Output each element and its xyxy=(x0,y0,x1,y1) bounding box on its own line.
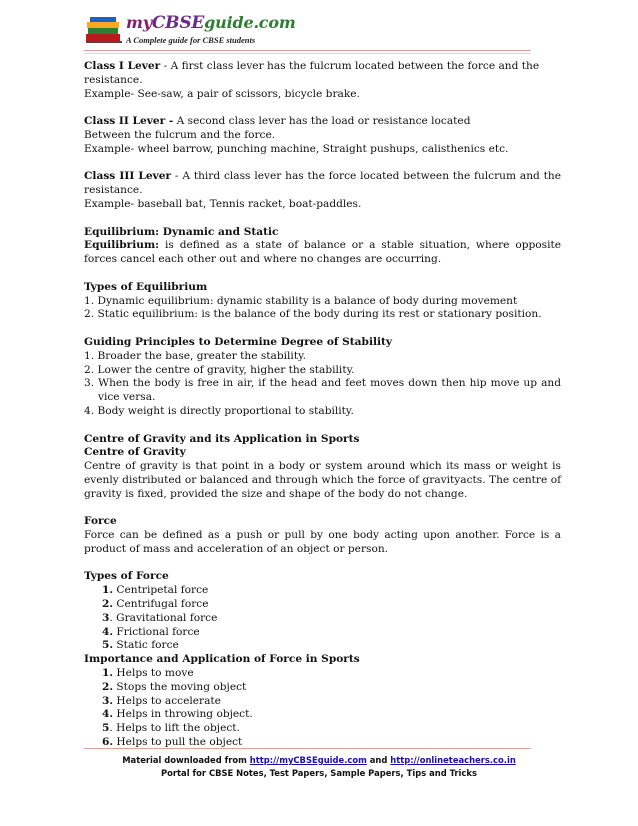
types-force-section xyxy=(84,570,561,653)
list-item xyxy=(84,626,561,640)
list-item: 1. Dynamic equilibrium: dynamic stability is a balance of body during movement xyxy=(84,294,518,307)
force-text: Force can be defined as a push or pull by one body acting upon another. Force is a product of mass and acceleration of an object or person. xyxy=(84,529,561,555)
equilibrium-text: is defined as a state of balance or a stable situation, where opposite forces cancel each other out and where no changes are occurring. xyxy=(84,239,561,266)
force-heading: Force xyxy=(84,515,117,528)
types-force-heading: Types of Force xyxy=(84,570,169,583)
class1-sep: - xyxy=(160,60,171,72)
class3-label: Class III Lever xyxy=(84,170,172,183)
cog-section xyxy=(84,433,561,502)
stability-section xyxy=(84,336,561,419)
item-text: . Helps to lift the object. xyxy=(109,722,240,735)
header-divider-secondary xyxy=(84,53,531,54)
item-text: Helps to move xyxy=(113,667,194,680)
item-text: Helps to pull the object xyxy=(113,736,243,749)
types-equilibrium-heading: Types of Equilibrium xyxy=(84,280,208,293)
item-text: Stops the moving object xyxy=(113,680,247,693)
list-item: 3. When the body is free in air, if the head and feet moves down then hip move up and vice versa. xyxy=(84,377,561,404)
list-item xyxy=(84,708,561,722)
item-text: . Gravitational force xyxy=(109,611,218,624)
class2-line2: Between the fulcrum and the force. xyxy=(84,128,276,141)
class1-text: A first class lever has the fulcrum located between the force and the resistance. xyxy=(84,60,540,86)
document-body xyxy=(84,60,561,750)
footer-divider xyxy=(84,748,531,749)
footer-and: and xyxy=(366,755,391,765)
item-number: 4. xyxy=(102,625,114,638)
logo-tagline: A Complete guide for CBSE students xyxy=(126,35,256,45)
cog-subheading: Centre of Gravity xyxy=(84,446,186,459)
class2-example: Example- wheel barrow, punching machine, Straight pushups, calisthenics etc. xyxy=(84,142,509,155)
class1-paragraph xyxy=(84,60,561,101)
logo-prefix: my xyxy=(126,13,152,32)
list-item xyxy=(84,695,561,709)
list-item: 2. Static equilibrium: is the balance of the body during its rest or stationary position. xyxy=(84,308,542,321)
footer-line-1 xyxy=(84,754,554,767)
item-number: 4. xyxy=(102,708,114,721)
footer-prefix: Material downloaded from xyxy=(122,755,250,765)
list-item xyxy=(84,598,561,612)
item-number: 2. xyxy=(102,680,114,693)
class2-label: Class II Lever - xyxy=(84,115,174,128)
equilibrium-label: Equilibrium: xyxy=(84,239,160,252)
list-item xyxy=(84,639,561,653)
item-text: Helps in throwing object. xyxy=(113,708,253,721)
list-item xyxy=(84,722,561,736)
list-item: 1. Broader the base, greater the stability. xyxy=(84,349,307,362)
class3-example: Example- baseball bat, Tennis racket, boat-paddles. xyxy=(84,197,362,210)
onlineteachers-link[interactable]: http://onlineteachers.co.in xyxy=(390,755,516,765)
item-number: 1. xyxy=(102,584,114,597)
list-item xyxy=(84,681,561,695)
equilibrium-heading: Equilibrium: Dynamic and Static xyxy=(84,225,279,238)
footer-line-2: Portal for CBSE Notes, Test Papers, Sample Papers, Tips and Tricks xyxy=(161,768,477,778)
item-number: 1. xyxy=(102,667,114,680)
force-section xyxy=(84,515,561,556)
item-number: 3 xyxy=(102,611,110,624)
item-text: Centripetal force xyxy=(113,584,209,597)
item-number: 2. xyxy=(102,598,114,611)
logo-brand: CBSE xyxy=(151,13,205,33)
list-item: 2. Lower the centre of gravity, higher the stability. xyxy=(84,363,355,376)
books-stack-icon xyxy=(84,12,124,44)
page-footer xyxy=(84,754,554,780)
mycbseguide-logo[interactable] xyxy=(84,8,296,48)
item-text: Helps to accelerate xyxy=(113,694,221,707)
list-item xyxy=(84,612,561,626)
logo-title xyxy=(126,13,296,33)
list-item: 4. Body weight is directly proportional to stability. xyxy=(84,404,354,417)
stability-heading: Guiding Principles to Determine Degree of Stability xyxy=(84,335,393,348)
item-text: Frictional force xyxy=(113,625,200,638)
class1-label: Class I Lever xyxy=(84,60,161,72)
item-number: 5. xyxy=(102,639,114,652)
list-item xyxy=(84,667,561,681)
class2-paragraph xyxy=(84,115,561,156)
item-text: Static force xyxy=(113,639,179,652)
list-item xyxy=(84,584,561,598)
equilibrium-section xyxy=(84,226,561,267)
types-equilibrium-section xyxy=(84,281,561,322)
cog-heading: Centre of Gravity and its Application in Sports xyxy=(84,432,360,445)
item-text: Centrifugal force xyxy=(113,598,209,611)
item-number: 5 xyxy=(102,722,110,735)
cog-text: Centre of gravity is that point in a body or system around which its mass or weight is evenly distributed or balanced and through which the force of gravityacts. The centre of gravity is fixed, provided the size and shape of the body do not change. xyxy=(84,460,561,500)
importance-section xyxy=(84,653,561,750)
header-divider xyxy=(84,50,531,51)
mycbseguide-link[interactable]: http://myCBSEguide.com xyxy=(249,755,367,765)
item-number: 6. xyxy=(102,736,114,749)
class1-example: Example- See-saw, a pair of scissors, bicycle brake. xyxy=(84,87,360,100)
importance-heading: Importance and Application of Force in Sports xyxy=(84,653,360,666)
item-number: 3. xyxy=(102,694,114,707)
logo-suffix: guide.com xyxy=(204,13,296,32)
class3-paragraph xyxy=(84,170,561,211)
class3-text: - A third class lever has the force located between the fulcrum and the resistance. xyxy=(84,170,561,197)
class2-text: A second class lever has the load or resistance located xyxy=(173,115,471,128)
